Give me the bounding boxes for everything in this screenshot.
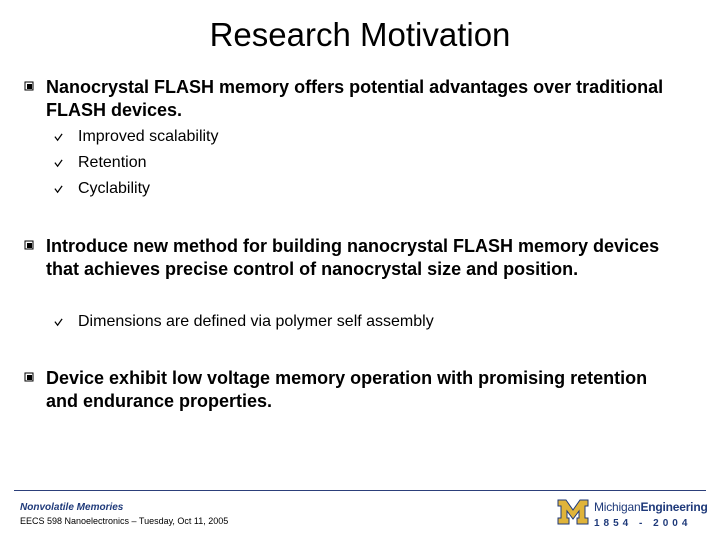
bullet-2 bbox=[24, 235, 664, 307]
bullet-3-text: Device exhibit low voltage memory operation with promising retention and endurance properties. bbox=[46, 368, 648, 411]
logo-wordmark bbox=[594, 500, 708, 514]
sub-bullet-text: Cyclability bbox=[78, 180, 151, 197]
sub-bullet-1-3 bbox=[54, 179, 654, 201]
logo-years: 1854 - 2004 bbox=[594, 518, 692, 529]
footer-title: Nonvolatile Memories bbox=[20, 502, 124, 513]
check-bullet-icon bbox=[54, 159, 63, 168]
bullet-1-text: Nanocrystal FLASH memory offers potential advantages over traditional FLASH devices. bbox=[46, 77, 664, 120]
footer-subtitle: EECS 598 Nanoelectronics – Tuesday, Oct 11, 2005 bbox=[20, 516, 229, 526]
square-bullet-icon bbox=[24, 81, 34, 91]
square-bullet-icon bbox=[24, 372, 34, 382]
check-bullet-icon bbox=[54, 133, 63, 142]
bullet-3 bbox=[24, 367, 664, 417]
sub-bullet-1-2 bbox=[54, 153, 654, 175]
logo-name-engineering: Engineering bbox=[640, 500, 708, 514]
sub-bullet-text: Retention bbox=[78, 154, 147, 171]
sub-bullet-text: Improved scalability bbox=[78, 128, 219, 145]
sub-bullet-2-1 bbox=[54, 312, 654, 334]
sub-bullet-1-1 bbox=[54, 127, 654, 149]
slide-title: Research Motivation bbox=[209, 16, 511, 53]
footer-divider bbox=[14, 490, 706, 491]
michigan-engineering-logo bbox=[556, 494, 712, 534]
bullet-2-text: Introduce new method for building nanocrystal FLASH memory devices that achieves precise control of nanocrystal size and position. bbox=[46, 236, 660, 279]
block-m-icon bbox=[556, 494, 590, 528]
sub-bullet-text: Dimensions are defined via polymer self assembly bbox=[78, 313, 434, 330]
square-bullet-icon bbox=[24, 240, 34, 250]
check-bullet-icon bbox=[54, 185, 63, 194]
check-bullet-icon bbox=[54, 318, 63, 327]
bullet-1 bbox=[24, 76, 664, 126]
logo-name-michigan: Michigan bbox=[594, 500, 641, 514]
